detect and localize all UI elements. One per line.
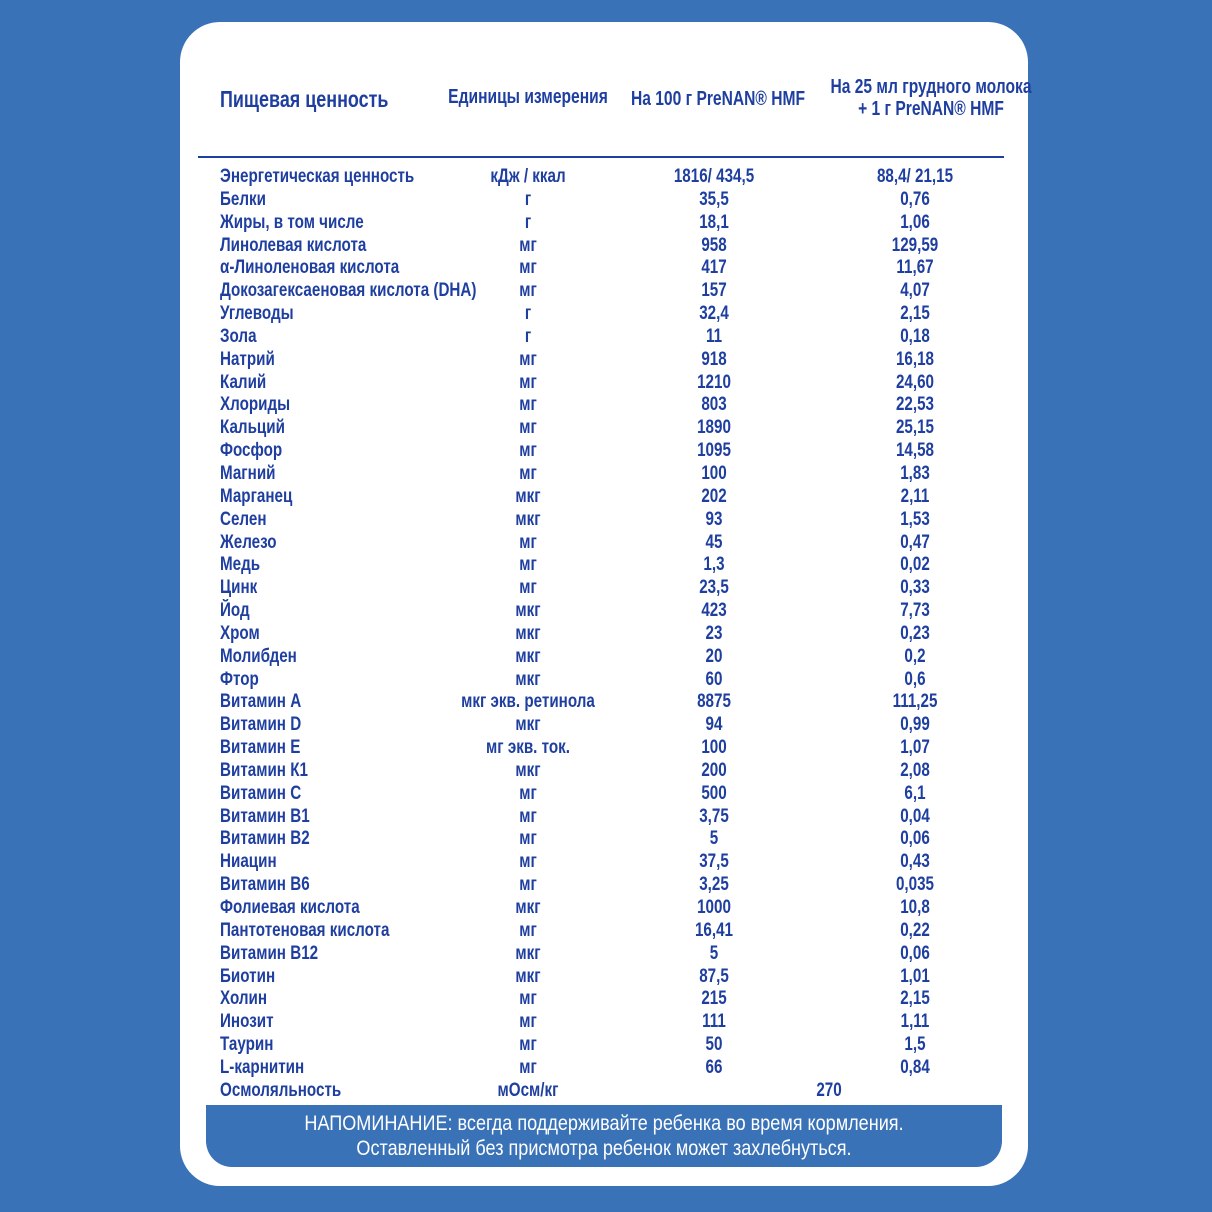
nutrient-name: Белки (220, 188, 266, 210)
table-row (180, 463, 1028, 486)
value-per-25ml: 88,4/ 21,15 (876, 166, 954, 187)
nutrient-unit: мкг (515, 645, 541, 667)
nutrient-name: Зола (220, 325, 257, 347)
nutrient-unit: мг (519, 394, 537, 416)
nutrient-name: Докозагексаеновая кислота (DHA) (220, 280, 477, 302)
table-row (180, 988, 1028, 1011)
nutrient-name: L-карнитин (220, 1056, 305, 1078)
nutrition-table (180, 166, 1028, 1103)
nutrient-name: Фолиевая кислота (220, 897, 360, 918)
table-row (180, 943, 1028, 966)
value-per-100g: 11 (705, 325, 723, 347)
nutrient-name: Витамин D (220, 714, 302, 736)
nutrient-unit: мкг экв. ретинола (461, 691, 595, 713)
value-per-100g: 23,5 (699, 577, 729, 599)
value-per-100g: 202 (701, 485, 727, 507)
table-row-osmolality (180, 1080, 1028, 1103)
nutrient-unit: мг (519, 851, 537, 873)
table-row (180, 1057, 1028, 1080)
value-per-25ml: 2,15 (900, 988, 930, 1010)
value-per-25ml: 0,2 (904, 645, 926, 667)
reminder-banner (206, 1105, 1002, 1167)
nutrient-unit: г (524, 303, 532, 325)
value-per-25ml: 2,11 (900, 485, 930, 507)
nutrient-name: Цинк (220, 577, 258, 599)
value-per-100g: 37,5 (699, 851, 729, 873)
nutrient-name: Хлориды (220, 394, 291, 416)
value-per-100g: 111 (702, 1011, 726, 1033)
value-per-100g: 18,1 (699, 211, 729, 233)
value-per-100g: 918 (701, 348, 727, 370)
value-per-100g: 32,4 (699, 303, 729, 325)
nutrition-card (180, 22, 1032, 1186)
table-row (180, 166, 1028, 189)
table-row (180, 212, 1028, 235)
value-per-25ml: 0,99 (900, 714, 930, 736)
header-per-25ml-line1: На 25 мл грудного молока (830, 76, 1032, 98)
value-per-100g: 20 (705, 645, 723, 667)
nutrient-name: Витамин К1 (220, 759, 308, 781)
table-row (180, 326, 1028, 349)
nutrient-name: Железо (220, 531, 277, 553)
value-per-25ml: 0,04 (900, 805, 930, 827)
nutrient-unit: мкг (515, 600, 541, 622)
value-per-25ml: 24,60 (895, 371, 935, 393)
table-row (180, 806, 1028, 829)
nutrient-name: Натрий (220, 348, 275, 370)
nutrient-unit: мг (519, 1034, 537, 1056)
table-row (180, 966, 1028, 989)
nutrient-unit: мг (519, 440, 537, 462)
table-row (180, 532, 1028, 555)
value-per-25ml: 1,53 (900, 508, 930, 530)
nutrient-name: Фтор (220, 668, 259, 690)
nutrient-name: Жиры, в том числе (220, 211, 364, 233)
value-per-25ml: 7,73 (900, 600, 930, 622)
nutrient-name: Инозит (220, 1011, 274, 1033)
nutrient-name: Магний (220, 462, 276, 484)
nutrient-unit: мкг (515, 485, 541, 507)
value-per-100g: 5 (709, 942, 719, 964)
table-row (180, 646, 1028, 669)
value-per-25ml: 6,1 (904, 782, 926, 804)
value-per-25ml: 0,035 (895, 874, 935, 896)
reminder-line-2: Оставленный без присмотра ребенок может захлебнуться. (356, 1137, 852, 1160)
value-per-100g: 23 (705, 622, 723, 644)
value-per-100g: 1816/ 434,5 (673, 166, 755, 187)
value-per-25ml: 0,06 (900, 942, 930, 964)
value-per-100g: 423 (701, 600, 727, 622)
value-per-100g: 8875 (697, 691, 731, 713)
nutrient-unit: г (524, 325, 532, 347)
value-per-100g: 93 (705, 508, 723, 530)
header-divider (198, 156, 1004, 158)
value-per-25ml: 10,8 (900, 897, 930, 918)
nutrient-unit: мг (519, 371, 537, 393)
value-per-25ml: 14,58 (895, 440, 935, 462)
table-row (180, 235, 1028, 258)
value-per-25ml: 2,08 (900, 759, 930, 781)
table-row (180, 828, 1028, 851)
nutrient-name: Витамин В2 (220, 828, 310, 850)
nutrient-name: α-Линоленовая кислота (220, 257, 400, 279)
nutrient-unit: мг (519, 805, 537, 827)
value-per-100g: 157 (701, 280, 727, 302)
value-per-100g: 87,5 (699, 965, 729, 987)
table-row (180, 623, 1028, 646)
value-per-25ml: 129,59 (891, 234, 939, 256)
nutrient-unit: мг (519, 828, 537, 850)
nutrient-unit: мкг (515, 942, 541, 964)
value-per-100g: 3,75 (699, 805, 729, 827)
value-per-25ml: 0,43 (900, 851, 930, 873)
value-per-100g: 100 (701, 737, 727, 759)
value-per-100g: 50 (705, 1034, 723, 1056)
header-nutrition-value: Пищевая ценность (220, 86, 389, 112)
nutrient-unit: мг (519, 874, 537, 896)
nutrient-name: Фосфор (220, 440, 283, 462)
table-row (180, 554, 1028, 577)
table-row (180, 783, 1028, 806)
value-per-25ml: 1,01 (900, 965, 930, 987)
table-row (180, 372, 1028, 395)
nutrient-unit: кДж / ккал (490, 166, 566, 187)
nutrient-unit: мкг (515, 508, 541, 530)
value-per-100g: 417 (701, 257, 727, 279)
nutrient-unit: мг (519, 919, 537, 941)
nutrient-unit: мг (519, 1056, 537, 1078)
value-per-25ml: 1,83 (900, 462, 930, 484)
nutrient-name: Витамин В12 (220, 942, 319, 964)
osmolality-value: 270 (816, 1079, 842, 1101)
value-per-100g: 1000 (697, 897, 731, 918)
table-row (180, 417, 1028, 440)
value-per-25ml: 1,11 (900, 1011, 930, 1033)
nutrient-unit: мг (519, 234, 537, 256)
value-per-25ml: 0,02 (900, 554, 930, 576)
nutrient-name: Витамин В1 (220, 805, 310, 827)
reminder-line-1: НАПОМИНАНИЕ: всегда поддерживайте ребенка во время кормления. (304, 1112, 904, 1135)
nutrient-name: Марганец (220, 485, 293, 507)
table-row (180, 349, 1028, 372)
value-per-25ml: 22,53 (895, 394, 935, 416)
nutrient-name: Витамин Е (220, 737, 301, 759)
nutrient-name: Молибден (220, 645, 297, 667)
nutrient-name: Витамин С (220, 782, 302, 804)
table-row (180, 1034, 1028, 1057)
value-per-25ml: 0,06 (900, 828, 930, 850)
nutrient-unit: мг (519, 1011, 537, 1033)
table-row (180, 714, 1028, 737)
nutrient-unit: г (524, 211, 532, 233)
table-row (180, 577, 1028, 600)
value-per-100g: 5 (709, 828, 719, 850)
nutrient-unit: мкг (515, 759, 541, 781)
table-row (180, 897, 1028, 920)
nutrient-name: Кальций (220, 417, 285, 439)
nutrient-unit: мкг (515, 622, 541, 644)
nutrient-unit: мкг (515, 668, 541, 690)
value-per-100g: 215 (701, 988, 727, 1010)
nutrient-unit: мг экв. ток. (486, 737, 570, 759)
value-per-100g: 35,5 (699, 188, 729, 210)
value-per-25ml: 16,18 (895, 348, 935, 370)
value-per-25ml: 2,15 (900, 303, 930, 325)
nutrient-name: Холин (220, 988, 268, 1010)
value-per-100g: 803 (701, 394, 727, 416)
table-row (180, 486, 1028, 509)
nutrient-name: Медь (220, 554, 261, 576)
nutrient-unit: мг (519, 554, 537, 576)
nutrient-unit: мг (519, 417, 537, 439)
table-row (180, 669, 1028, 692)
nutrient-name: Хром (220, 622, 260, 644)
table-row (180, 874, 1028, 897)
table-row (180, 303, 1028, 326)
value-per-25ml: 1,5 (904, 1034, 926, 1056)
nutrient-name: Энергетическая ценность (220, 166, 415, 187)
nutrient-name: Биотин (220, 965, 276, 987)
value-per-25ml: 4,07 (900, 280, 930, 302)
table-row (180, 691, 1028, 714)
table-row (180, 257, 1028, 280)
header-per-25ml-line2: + 1 г PreNAN® HMF (858, 98, 1004, 120)
table-row (180, 189, 1028, 212)
value-per-25ml: 0,6 (904, 668, 926, 690)
nutrient-unit: г (524, 188, 532, 210)
header-units: Единицы измерения (448, 86, 608, 108)
value-per-100g: 500 (701, 782, 727, 804)
value-per-100g: 200 (701, 759, 727, 781)
value-per-25ml: 0,23 (900, 622, 930, 644)
value-per-100g: 45 (705, 531, 723, 553)
nutrient-name: Витамин А (220, 691, 302, 713)
table-row (180, 280, 1028, 303)
value-per-100g: 60 (705, 668, 723, 690)
nutrient-unit: мг (519, 348, 537, 370)
nutrient-name: Калий (220, 371, 267, 393)
value-per-100g: 94 (705, 714, 723, 736)
value-per-100g: 3,25 (699, 874, 729, 896)
nutrient-unit: мг (519, 462, 537, 484)
nutrient-name: Пантотеновая кислота (220, 919, 390, 941)
nutrient-unit: мг (519, 988, 537, 1010)
value-per-100g: 100 (701, 462, 727, 484)
nutrient-unit: мг (519, 531, 537, 553)
value-per-100g: 1,3 (703, 554, 725, 576)
table-row (180, 509, 1028, 532)
value-per-100g: 958 (701, 234, 727, 256)
nutrient-unit: мОсм/кг (497, 1079, 559, 1101)
nutrient-name: Селен (220, 508, 267, 530)
table-row (180, 440, 1028, 463)
value-per-25ml: 0,22 (900, 919, 930, 941)
value-per-25ml: 111,25 (892, 691, 938, 713)
value-per-25ml: 0,47 (900, 531, 930, 553)
table-row (180, 600, 1028, 623)
table-row (180, 394, 1028, 417)
value-per-25ml: 0,84 (900, 1056, 930, 1078)
table-row (180, 851, 1028, 874)
value-per-25ml: 0,76 (900, 188, 930, 210)
table-row (180, 760, 1028, 783)
value-per-25ml: 1,06 (900, 211, 930, 233)
table-row (180, 1011, 1028, 1034)
value-per-100g: 1890 (697, 417, 731, 439)
nutrient-name: Осмоляльность (220, 1079, 342, 1101)
value-per-25ml: 1,07 (900, 737, 930, 759)
nutrient-name: Углеводы (220, 303, 294, 325)
nutrient-unit: мкг (515, 897, 541, 918)
nutrient-name: Таурин (220, 1034, 274, 1056)
nutrient-unit: мг (519, 577, 537, 599)
nutrient-unit: мг (519, 782, 537, 804)
nutrient-name: Йод (220, 600, 250, 622)
value-per-25ml: 0,33 (900, 577, 930, 599)
value-per-100g: 1095 (697, 440, 731, 462)
value-per-25ml: 11,67 (896, 257, 934, 279)
value-per-25ml: 25,15 (895, 417, 935, 439)
nutrient-unit: мг (519, 280, 537, 302)
nutrient-name: Витамин В6 (220, 874, 310, 896)
nutrient-unit: мг (519, 257, 537, 279)
value-per-25ml: 0,18 (900, 325, 930, 347)
nutrient-unit: мкг (515, 714, 541, 736)
table-row (180, 920, 1028, 943)
value-per-100g: 66 (705, 1056, 723, 1078)
header-per-100g: На 100 г PreNAN® HMF (630, 88, 806, 110)
nutrient-unit: мкг (515, 965, 541, 987)
value-per-100g: 16,41 (694, 919, 734, 941)
table-row (180, 737, 1028, 760)
nutrient-name: Ниацин (220, 851, 277, 873)
header-per-25ml (818, 76, 1044, 120)
value-per-100g: 1210 (697, 371, 731, 393)
nutrient-name: Линолевая кислота (220, 234, 367, 256)
